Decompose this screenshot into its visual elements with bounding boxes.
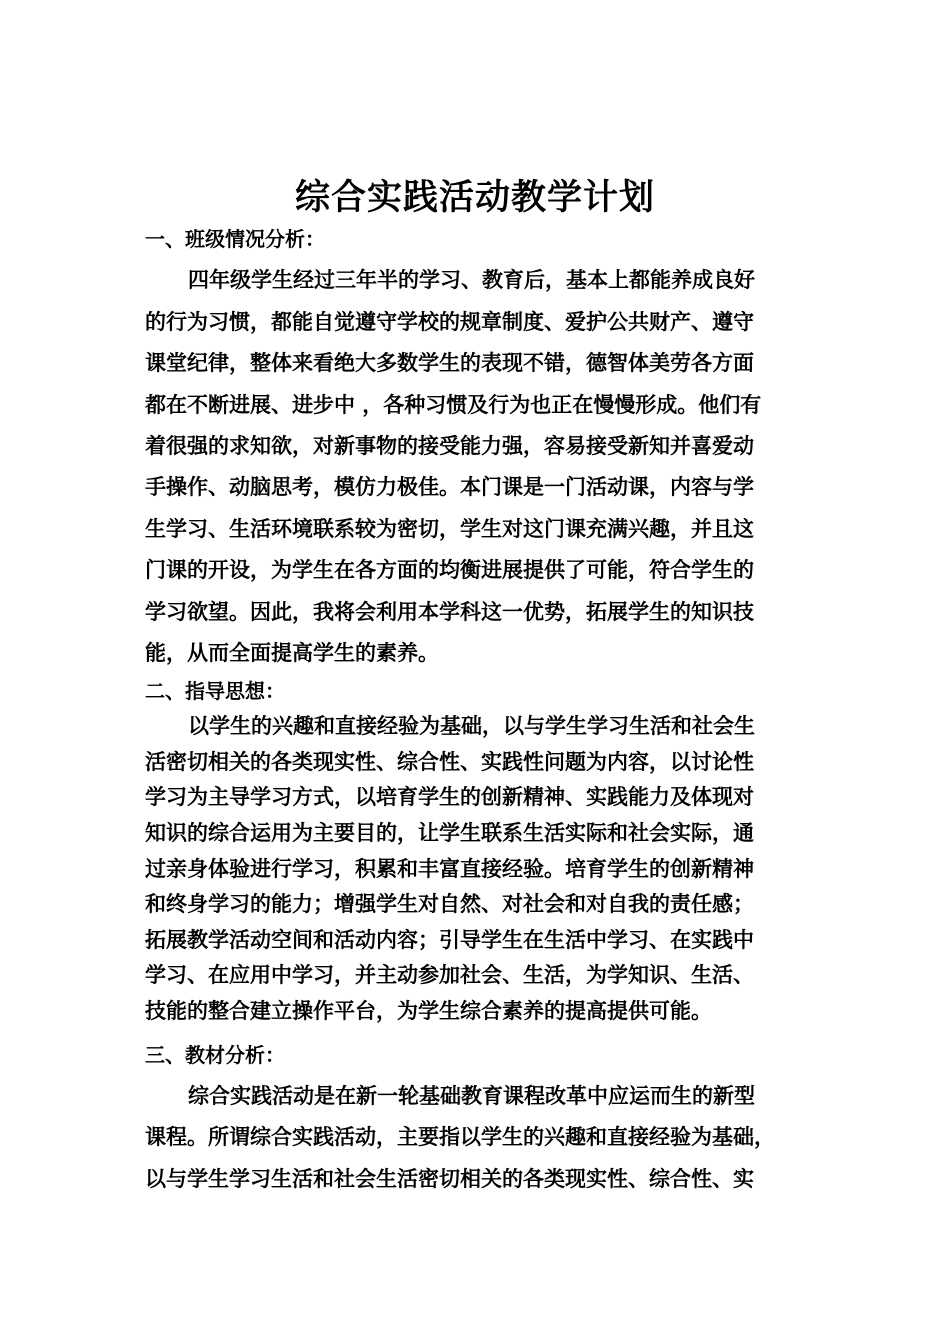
paragraph-line: 知识的综合运用为主要目的，让学生联系生活实际和社会实际，通 xyxy=(145,821,754,845)
paragraph-line: 过亲身体验进行学习，积累和丰富直接经验。培育学生的创新精神 xyxy=(145,857,754,881)
paragraph-line: 课堂纪律，整体来看绝大多数学生的表现不错，德智体美劳各方面 xyxy=(145,351,754,375)
paragraph-line: 着很强的求知欲，对新事物的接受能力强，容易接受新知并喜爱动 xyxy=(145,434,754,458)
paragraph-line: 手操作、动脑思考，模仿力极佳。本门课是一门活动课，内容与学 xyxy=(145,475,754,499)
paragraph-line: 的行为习惯，都能自觉遵守学校的规章制度、爱护公共财产、遵守 xyxy=(145,310,754,334)
paragraph-line: 都在不断进展、进步中 ，各种习惯及行为也正在慢慢形成。他们有 xyxy=(145,393,762,417)
paragraph-line: 综合实践活动是在新一轮基础教育课程改革中应运而生的新型 xyxy=(188,1084,755,1108)
paragraph-line: 学习欲望。因此，我将会利用本学科这一优势，拓展学生的知识技 xyxy=(145,600,754,624)
paragraph-line: 和终身学习的能力；增强学生对自然、对社会和对自我的责任感； xyxy=(145,892,754,916)
section-heading-class-analysis: 一、班级情况分析： xyxy=(145,227,325,251)
paragraph-line: 以与学生学习生活和社会生活密切相关的各类现实性、综合性、实 xyxy=(145,1167,754,1191)
paragraph-line: 学习、在应用中学习，并主动参加社会、生活，为学知识、生活、 xyxy=(145,963,754,987)
paragraph-line: 技能的整合建立操作平台，为学生综合素养的提高提供可能。 xyxy=(145,999,712,1023)
paragraph-line: 以学生的兴趣和直接经验为基础，以与学生学习生活和社会生 xyxy=(188,714,755,738)
paragraph-line: 活密切相关的各类现实性、综合性、实践性问题为内容，以讨论性 xyxy=(145,750,754,774)
paragraph-line: 生学习、生活环境联系较为密切，学生对这门课充满兴趣，并且这 xyxy=(145,517,754,541)
paragraph-line: 四年级学生经过三年半的学习、教育后，基本上都能养成良好 xyxy=(188,268,755,292)
paragraph-line: 学习为主导学习方式，以培育学生的创新精神、实践能力及体现对 xyxy=(145,785,754,809)
paragraph-line: 拓展教学活动空间和活动内容；引导学生在生活中学习、在实践中 xyxy=(145,928,754,952)
document-title: 综合实践活动教学计划 xyxy=(294,177,655,218)
section-heading-guiding-ideology: 二、指导思想： xyxy=(145,679,285,703)
section-heading-textbook-analysis: 三、教材分析： xyxy=(145,1043,285,1067)
paragraph-line: 门课的开设，为学生在各方面的均衡进展提供了可能，符合学生的 xyxy=(145,558,754,582)
paragraph-line: 能，从而全面提高学生的素养。 xyxy=(145,641,439,665)
paragraph-line: 课程。所谓综合实践活动，主要指以学生的兴趣和直接经验为基础， xyxy=(145,1125,775,1149)
